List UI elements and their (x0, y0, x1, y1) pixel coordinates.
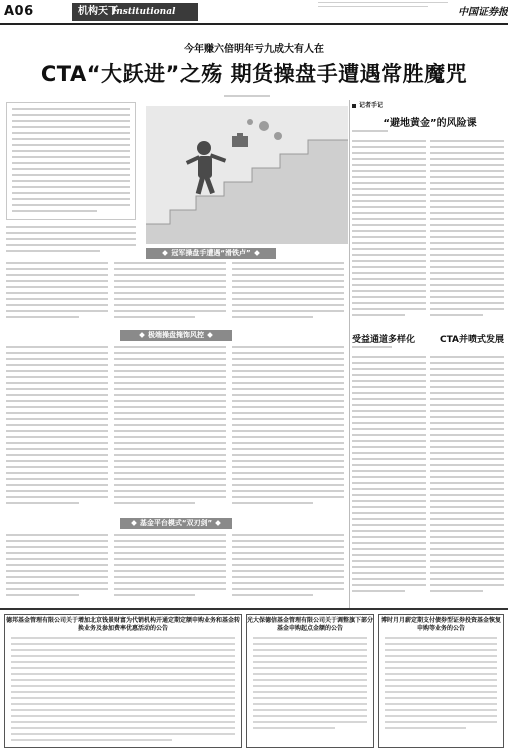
square-bullet-icon (352, 104, 356, 108)
sidebar-article-byline (352, 346, 392, 348)
diamond-icon (207, 332, 213, 338)
diamond-icon (163, 250, 169, 256)
announcement-title: 光大保德信基金管理有限公司关于调整旗下部分基金申购起点金额的公告 (247, 617, 374, 632)
column-title: “避地黄金”的风险课 (383, 118, 477, 129)
column-body-right (430, 140, 504, 326)
article-byline (224, 95, 270, 97)
section-heading (146, 248, 276, 259)
section-english-label: Institutional Investors (112, 7, 176, 35)
illustration-photo (146, 106, 348, 244)
masthead-rule (0, 23, 508, 25)
column-label (352, 100, 383, 109)
announcement-title: 德邦基金管理有限公司关于增加北京钱景财富为代销机构开通定期定额申购业务和基金转换业务及参加费率优惠活动的公告 (5, 617, 240, 632)
column-divider (349, 100, 350, 610)
article-column-1 (6, 346, 108, 514)
lead-summary-box (6, 102, 136, 220)
diamond-icon (254, 250, 260, 256)
section-title: 基金平台模式“双刃剑” (139, 519, 213, 527)
article-headline: CTA“大跃进”之殇 期货操盘手遭遇常胜魔咒 (40, 62, 468, 86)
section-heading (120, 518, 232, 529)
diamond-icon (215, 520, 221, 526)
article-column-2 (114, 346, 226, 514)
masthead (0, 0, 508, 35)
section-label: 机构天下 (72, 3, 198, 21)
section-title: 冠军操盘手遭遇“滑铁卢” (171, 249, 251, 257)
diamond-icon (139, 332, 145, 338)
falling-figure-illustration (146, 106, 348, 244)
column-body-left (352, 140, 426, 326)
article-column-3 (232, 534, 344, 604)
sidebar-article-left (352, 356, 426, 604)
article-column-2 (114, 262, 226, 326)
column-byline (352, 130, 388, 132)
photo-credit (316, 232, 344, 234)
announcement-ad-everbright (246, 614, 374, 748)
announcement-ad-debang (4, 614, 242, 748)
article-kicker: 今年赚六倍明年亏九成大有人在 (184, 44, 324, 55)
article-column-3 (232, 346, 344, 514)
masthead-meta (318, 2, 456, 7)
article-column-2 (114, 534, 226, 604)
lead-article-column (6, 226, 136, 256)
announcement-ads-strip (0, 608, 508, 750)
announcement-title: 博时月月薪定期支付债券型证券投资基金恢复申购等业务的公告 (380, 617, 501, 632)
sidebar-article-right (430, 356, 504, 604)
headline-part-1: 受益通道多样化 (352, 335, 416, 345)
headline-part-2: CTA并喷式发展 (440, 335, 505, 345)
newspaper-brand: 中国证券报 (458, 7, 508, 18)
announcement-ad-bosera (378, 614, 504, 748)
section-heading (120, 330, 232, 341)
article-column-1 (6, 262, 108, 326)
diamond-icon (131, 520, 137, 526)
section-title: 极端操盘掩饰风控 (148, 331, 204, 339)
article-column-3 (232, 262, 344, 326)
column-label-text: 记者手记 (359, 102, 384, 109)
page-code: A06 (4, 4, 34, 19)
article-column-1 (6, 534, 108, 604)
